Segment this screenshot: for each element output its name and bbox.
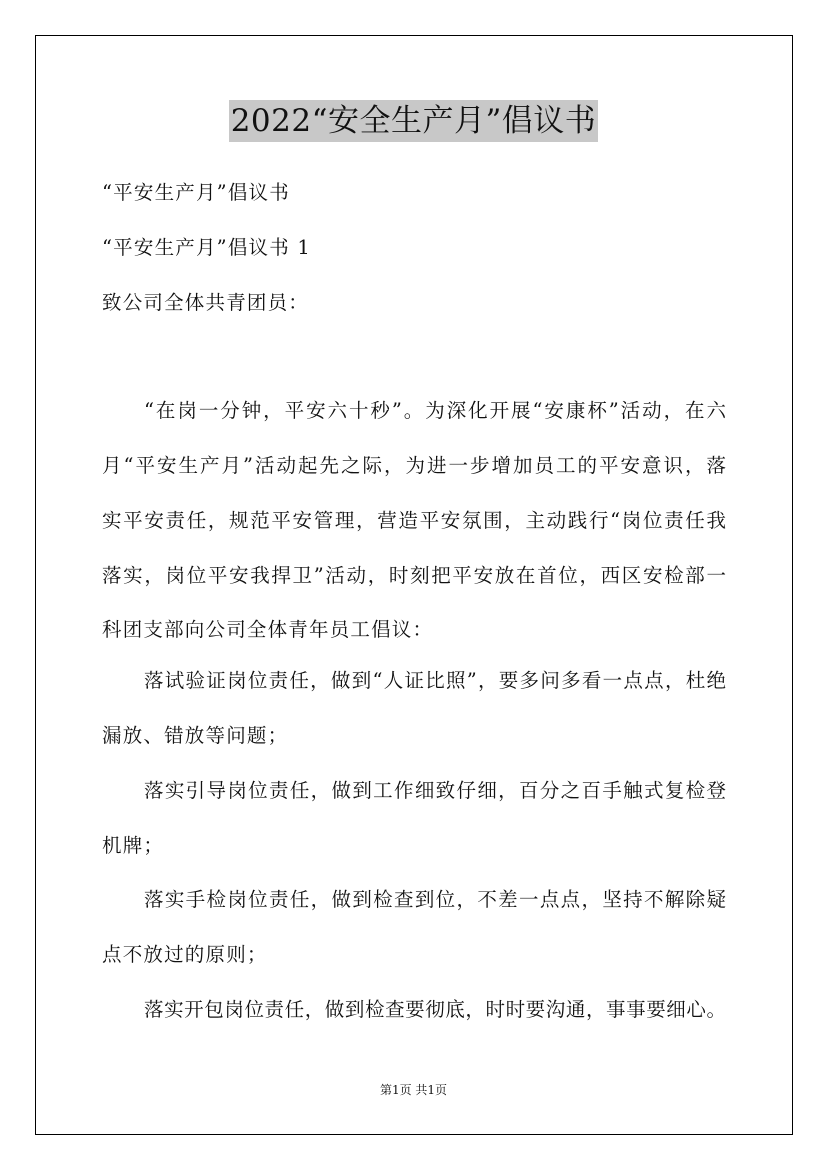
paragraph-line: 落试验证岗位责任，做到“人证比照”，要多问多看一点点，杜绝: [144, 669, 726, 692]
document-title: 2022“安全生产月”倡议书: [229, 100, 599, 142]
paragraph-line: 漏放、错放等问题；: [102, 724, 289, 747]
paragraph-line: 落实手检岗位责任，做到检查到位，不差一点点，坚持不解除疑: [144, 888, 726, 911]
paragraph-line: 月“平安生产月”活动起先之际，为进一步增加员工的平安意识，落: [102, 454, 726, 477]
paragraph-line: 落实开包岗位责任，做到检查要彻底，时时要沟通，事事要细心。: [144, 998, 726, 1021]
subtitle-line: “平安生产月”倡议书: [102, 181, 290, 204]
paragraph-line: “在岗一分钟，平安六十秒”。为深化开展“安康杯”活动，在六: [144, 399, 726, 422]
paragraph-line: 落实引导岗位责任，做到工作细致仔细，百分之百手触式复检登: [144, 779, 726, 802]
paragraph-line: 科团支部向公司全体青年员工倡议：: [102, 618, 434, 641]
salutation: 致公司全体共青团员：: [102, 291, 310, 314]
title-container: [0, 100, 827, 142]
subtitle-line-numbered: “平安生产月”倡议书 1: [102, 236, 311, 259]
paragraph-line: 点不放过的原则；: [102, 943, 268, 966]
page-footer: 第1页 共1页: [379, 1083, 448, 1097]
paragraph-line: 实平安责任，规范平安管理，营造平安氛围，主动践行“岗位责任我: [102, 509, 726, 532]
paragraph-line: 落实，岗位平安我捍卫”活动，时刻把平安放在首位，西区安检部一: [102, 564, 726, 587]
paragraph-line: 机牌；: [102, 834, 165, 857]
